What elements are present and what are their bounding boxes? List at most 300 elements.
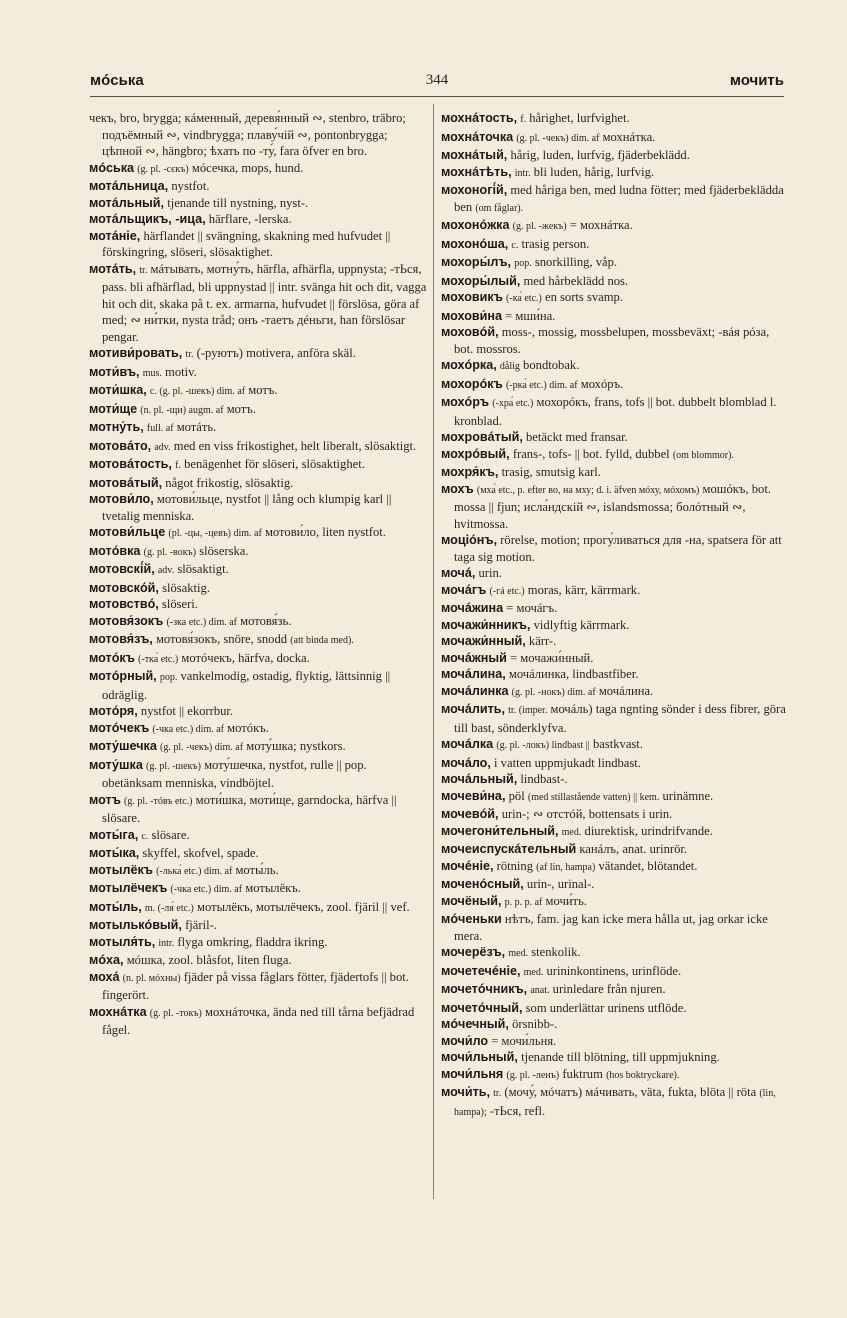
grammar-note: pop. — [514, 258, 532, 269]
headword: мочáлка — [441, 737, 494, 751]
definition: tjenande till nystning, nyst-. — [167, 195, 309, 210]
definition: мочáль) taga ngnting sönder i dess fibrer, göra till bast, sönderklyfva. — [454, 702, 786, 735]
headword: мохнáтый, — [441, 148, 508, 162]
dictionary-entry — [441, 666, 786, 683]
definition: мотóкъ. — [227, 720, 269, 735]
headword: мотáльный, — [89, 195, 165, 210]
definition: мáтывать, мотну́ть, härfla, afhärfla, uppnysta; -тЬся, pass. bli afhärflad, bli uppnystad || intr. svänga hit och dit, vagga hit och dit, skaka på t. ex. armarna, hufvudet || förslösa, göra af med; ∾ ни́тки, nysta tråd; онъ -таетъ дéньги, han förslösar pengar. — [102, 261, 427, 344]
grammar-note: (med stillastående vatten) || kem. — [527, 791, 660, 803]
headword: мотовáто, — [89, 438, 152, 453]
definition: vankelmodig, ostadig, flyktig, lättsinnig || odräglig. — [102, 669, 391, 702]
definition: мотъ. — [226, 401, 256, 416]
column-separator — [433, 104, 434, 1199]
grammar-note: p. p. p. af — [504, 896, 543, 908]
definition: мотъ. — [248, 383, 278, 397]
headword: мохóръ — [441, 395, 490, 409]
headword: мочáлина, — [441, 667, 506, 681]
definition: något frikostig, slösaktig. — [165, 475, 294, 490]
dictionary-entry — [89, 491, 429, 524]
headword: мохови́на — [441, 308, 503, 323]
headword: моховóй, — [441, 325, 499, 339]
dictionary-entry — [441, 110, 786, 129]
grammar-note: dålig — [499, 361, 520, 372]
headword: мохнáтѣть, — [441, 164, 512, 179]
headword: моти́ще — [89, 401, 138, 416]
headword: мохорóкъ — [441, 376, 503, 391]
grammar-note: (-чка etc.) dim. af — [152, 723, 225, 735]
definition: med håriga ben, med ludna fötter; med fjäderbeklädda ben — [454, 183, 784, 214]
grammar-note: anat. — [530, 985, 550, 996]
dictionary-entry — [89, 917, 429, 934]
headword: мотну́ть, — [89, 420, 144, 434]
headword: мочáгъ — [441, 582, 487, 597]
definition: мóшка, zool. blåsfot, liten fluga. — [126, 953, 292, 967]
headword: мочáжина — [441, 601, 504, 615]
headword: мотовáтость, — [89, 457, 172, 471]
grammar-note: med. — [523, 966, 544, 978]
dictionary-entry — [89, 456, 429, 475]
headword: мóченьки — [441, 912, 502, 926]
dictionary-entry — [89, 596, 429, 613]
headword: мочи́ло — [441, 1033, 489, 1048]
dictionary-entry — [89, 475, 429, 492]
headword: мотóря, — [89, 704, 138, 718]
definition: bli luden, hårig, lurfvig. — [533, 164, 655, 179]
headword: моти́въ, — [89, 364, 140, 379]
headword: мочетечéніе, — [441, 963, 521, 978]
dictionary-entry — [441, 944, 786, 963]
definition: мотови́льце, nystfot || lång och klumpig karl || tvetalig menniska. — [102, 492, 392, 523]
headword: мохнáточка — [441, 129, 514, 144]
dictionary-entry — [89, 845, 429, 862]
grammar-note: (-тка́ etc.) — [138, 653, 179, 665]
dictionary-entry — [441, 683, 786, 702]
headword: моховикъ — [441, 290, 503, 304]
definition: моту́шечка, nystfot, rulle || pop. obetänksam menniska, vindböjtel. — [102, 757, 367, 790]
dictionary-entry — [441, 446, 786, 465]
definition: fjäder på vissa fåglars fötter, fjädertofs || bot. fingerört. — [102, 969, 409, 1002]
definition: мотовя́зокъ, snöre, snodd — [155, 632, 288, 646]
definition: urin-; ∾ отстóй, bottensats i urin. — [501, 807, 673, 821]
grammar-note: (-гá etc.) — [489, 585, 525, 597]
dictionary-entry — [89, 438, 429, 457]
headword: мохнáтка — [89, 1004, 147, 1019]
dictionary-entry — [89, 561, 429, 580]
definition: nystfot || ekorrbur. — [140, 704, 234, 718]
dictionary-entry — [89, 650, 429, 669]
dictionary-entry — [89, 934, 429, 953]
dictionary-entry — [89, 899, 429, 918]
definition: urinledare från njuren. — [552, 982, 666, 996]
grammar-note: (-лька́ etc.) dim. af — [156, 865, 233, 877]
dictionary-entry — [441, 600, 786, 617]
headword: моты́ка, — [89, 846, 140, 860]
grammar-note: (g. pl. -тóвъ etc.) — [124, 795, 193, 807]
definition: med en viss frikostighet, helt liberalt, slösaktigt. — [173, 438, 417, 453]
headword: мочáлить, — [441, 702, 505, 716]
dictionary-entry — [441, 394, 786, 429]
dictionary-entry — [441, 1033, 786, 1050]
dictionary-entry — [89, 110, 429, 160]
definition: мотылёкъ. — [245, 881, 301, 895]
dictionary-entry — [89, 827, 429, 846]
definition: моти́шка, моти́ще, garndocka, härfva || slösare. — [102, 792, 397, 825]
headword: моціóнъ, — [441, 533, 498, 547]
dictionary-entry — [89, 160, 429, 179]
dictionary-entry — [441, 876, 786, 893]
headword: мотáніе, — [89, 228, 141, 243]
dictionary-entry — [441, 771, 786, 788]
dictionary-entry — [89, 862, 429, 881]
definition: stenkolik. — [531, 945, 581, 959]
grammar-note: (мха́ etc., p. efter во, на мху; d. i. äfven мóху, мóхомъ) — [476, 484, 700, 496]
headword: мочетóчный, — [441, 1000, 523, 1015]
header-rule — [90, 96, 784, 97]
headword: мотáльщикъ, -ица, — [89, 212, 206, 226]
dictionary-entry — [89, 631, 429, 650]
definition: benägenhet för slöseri, slösaktighet. — [184, 457, 365, 471]
headword: мочеиспускáтельный — [441, 842, 577, 856]
definition: moss-, mossig, mossbelupen, mossbeväxt; -вáя рóза, bot. mossros. — [454, 325, 770, 356]
dictionary-entry — [89, 880, 429, 899]
headword: мохоры́лый, — [441, 273, 521, 288]
definition: motiv. — [165, 364, 197, 379]
headword: мочи́льня — [441, 1066, 504, 1081]
dictionary-entry — [89, 738, 429, 757]
dictionary-entry — [441, 273, 786, 290]
grammar-note: (-чка etc.) dim. af — [170, 884, 243, 895]
grammar-note: (-рка́ etc.) dim. af — [505, 379, 578, 391]
dictionary-entry — [441, 893, 786, 912]
definition: slöseri. — [161, 597, 198, 611]
definition: urinämne. — [662, 788, 714, 803]
definition: tjenande till blötning, till uppmjukning. — [521, 1050, 720, 1064]
grammar-note: (n. pl. мóхны) — [122, 972, 181, 984]
grammar-note: adv. — [157, 565, 175, 576]
headword: мохонóжка — [441, 218, 510, 232]
dictionary-entry — [441, 841, 786, 858]
definition: = мочáгъ. — [506, 601, 558, 615]
dictionary-entry — [89, 969, 429, 1004]
definition: med hårbeklädd nos. — [523, 273, 629, 288]
headword: мóчечный, — [441, 1017, 509, 1031]
dictionary-entry — [441, 164, 786, 183]
dictionary-entry — [89, 952, 429, 969]
dictionary-entry — [89, 524, 429, 543]
dictionary-entry — [441, 182, 786, 217]
headword: мохоногі́й, — [441, 183, 508, 197]
headword: мохря́къ, — [441, 465, 499, 479]
grammar-note: (g. pl. -чекъ) dim. af — [159, 742, 244, 753]
definition: urininkontinens, urinflöde. — [546, 963, 682, 978]
definition: мохнáточка, ända ned till tårna befjädrad fågel. — [102, 1004, 415, 1037]
dictionary-entry — [89, 703, 429, 720]
dictionary-entry — [441, 565, 786, 582]
dictionary-entry — [441, 429, 786, 446]
dictionary-entry — [89, 613, 429, 632]
headword: мочажи́нникъ, — [441, 617, 531, 632]
definition: fuktrum — [562, 1066, 603, 1081]
grammar-note: f. — [175, 460, 181, 471]
dictionary-entry — [441, 981, 786, 1000]
header-left-word: мóська — [90, 72, 144, 89]
definition: hårighet, lurfvighet. — [529, 111, 630, 125]
headword: мотови́ло, — [89, 492, 154, 506]
definition: мотылёкъ, мотылёчекъ, zool. fjäril || vef. — [197, 899, 410, 914]
headword: мочáльный, — [441, 772, 518, 786]
grammar-note: (g. pl. -чекъ) dim. af — [516, 132, 600, 144]
grammar-note: (pl. -цы, -цевъ) dim. af — [168, 528, 262, 539]
dictionary-entry — [89, 401, 429, 420]
definition: мохóръ. — [580, 376, 624, 391]
dictionary-entry — [441, 617, 786, 634]
dictionary-entry — [441, 736, 786, 755]
definition: (мочу́, мóчатъ) мáчивать, väta, fukta, blöta || röta — [504, 1085, 757, 1099]
dictionary-entry — [89, 345, 429, 364]
grammar-note: m. (-ля́ etc.) — [144, 902, 194, 914]
headword: мотылькóвый, — [89, 918, 182, 932]
dictionary-entry — [441, 911, 786, 944]
grammar-note: (-ка́ etc.) — [506, 293, 542, 304]
page-number: 344 — [425, 72, 449, 88]
headword: мотáть, — [89, 261, 137, 276]
headword: мохоры́лъ, — [441, 255, 512, 269]
definition: i vatten uppmjukadt lindbast. — [494, 755, 641, 770]
dictionary-entry — [441, 129, 786, 148]
dictionary-entry — [441, 464, 786, 481]
grammar-note: pop. — [159, 672, 178, 683]
grammar-note: f. — [520, 114, 527, 125]
definition: skyffel, skofvel, spade. — [142, 846, 259, 860]
definition: örsnibb-. — [512, 1017, 558, 1031]
dictionary-entry — [441, 755, 786, 772]
headword: мотыля́ть, — [89, 934, 156, 949]
headword: мотылёкъ — [89, 862, 153, 877]
definition: slösaktig. — [162, 580, 210, 595]
definition: härflandet || svängning, skakning med hufvudet || förskingring, slöseri, slösaktighet. — [102, 228, 391, 259]
definition: мотовя́зь. — [240, 613, 292, 628]
header-right-word: мочить — [729, 72, 784, 89]
grammar-note: (g. pl. -локъ) lindbast || — [496, 740, 590, 751]
dictionary-entry — [441, 650, 786, 667]
headword: моты́ль, — [89, 899, 142, 914]
dictionary-entry — [441, 1084, 786, 1121]
headword: моти́шка, — [89, 383, 147, 397]
definition: моту́шка; nystkors. — [246, 739, 346, 753]
definition: = мши́на. — [505, 308, 556, 323]
definition: slösaktigt. — [177, 562, 229, 576]
dictionary-entry — [441, 357, 786, 376]
headword: мотъ — [89, 792, 121, 807]
definition: мочи́ть. — [545, 893, 587, 908]
grammar-note: (g. pl. -жекъ) — [512, 221, 567, 232]
definition: lindbast-. — [520, 772, 568, 786]
definition: kärr-. — [528, 634, 557, 648]
dictionary-entry — [89, 178, 429, 195]
definition: канáлъ, anat. urinrör. — [579, 842, 688, 856]
definition: rötning — [496, 858, 534, 873]
headword: мочевóй, — [441, 807, 499, 821]
definition: мотáть. — [176, 420, 217, 434]
dictionary-entry — [89, 364, 429, 383]
grammar-note: mus. — [142, 367, 162, 379]
grammar-note: (hos boktryckare). — [606, 1069, 680, 1081]
dictionary-entry — [441, 633, 786, 650]
headword: мохнáтость, — [441, 111, 518, 125]
dictionary-entry — [89, 211, 429, 228]
headword: мотовствó, — [89, 597, 159, 611]
grammar-note: adv. — [154, 441, 171, 453]
headword: моту́шечка — [89, 739, 157, 753]
grammar-note: c. (g. pl. -шекъ) dim. af — [149, 386, 246, 397]
dictionary-entry — [89, 419, 429, 438]
grammar-note: (-зка etc.) dim. af — [166, 616, 238, 628]
dictionary-entry — [89, 382, 429, 401]
definition: slöserska. — [199, 543, 249, 558]
dictionary-entry — [441, 147, 786, 164]
dictionary-entry — [441, 1049, 786, 1066]
headword: мотовя́зокъ — [89, 613, 164, 628]
definition: мóсечка, mops, hund. — [191, 160, 304, 175]
definition: pöl — [508, 788, 525, 803]
definition: мочáлинка, lindbastfiber. — [508, 667, 639, 681]
headword: мочетóчникъ, — [441, 982, 528, 996]
definition: чекъ, bro, brygga; кáменный, деревя́нный ∾, stenbro, träbro; подъёмный ∾, vindbrygga; плаву́чій ∾, pontonbrygga; цѣпной ∾, hängbro; ѣхать по -ту́, fara öfver en bro. — [89, 111, 406, 158]
definition: hårig, luden, lurfvig, fjäderbeklädd. — [510, 148, 690, 162]
grammar-note: full. af — [146, 423, 174, 434]
page-header — [90, 72, 784, 96]
definition: -тЬся, refl. — [489, 1103, 546, 1118]
definition: vidlyftig kärrmark. — [533, 617, 630, 632]
definition: betäckt med fransar. — [526, 430, 628, 444]
definition: = мочажи́нный. — [510, 650, 594, 665]
definition: bastkvast. — [592, 737, 643, 751]
dictionary-entry — [89, 543, 429, 562]
definition: flyga omkring, fladdra ikring. — [177, 934, 328, 949]
headword: мохóрка, — [441, 358, 497, 372]
headword: мотиви́ровать, — [89, 346, 183, 360]
left-column — [89, 110, 429, 1039]
dictionary-entry — [89, 1004, 429, 1039]
headword: мочёный, — [441, 893, 502, 908]
definition: (-руютъ) motivera, anföra skäl. — [196, 346, 356, 360]
dictionary-entry — [89, 195, 429, 212]
dictionary-entry — [89, 668, 429, 703]
definition: bondtobak. — [523, 358, 580, 372]
grammar-note: (g. pl. -сєкъ) — [137, 163, 189, 175]
headword: моту́шка — [89, 757, 143, 772]
dictionary-entry — [441, 236, 786, 255]
headword: мочеви́на, — [441, 788, 506, 803]
headword: мочéніе, — [441, 858, 494, 873]
definition: frans-, tofs- || bot. fylld, dubbel — [512, 446, 670, 461]
headword: мотылёчекъ — [89, 881, 168, 895]
grammar-note: (om fåglar). — [475, 202, 524, 214]
grammar-note: (g. pl. -токъ) — [149, 1007, 202, 1019]
dictionary-entry — [89, 792, 429, 827]
headword: мотовáтый, — [89, 475, 163, 490]
definition: en sorts svamp. — [545, 290, 624, 304]
headword: мотовя́зъ, — [89, 632, 153, 646]
headword: мотовскóй, — [89, 580, 159, 595]
definition: мотови́ло, liten nystfot. — [264, 525, 386, 539]
definition: urin. — [478, 566, 502, 580]
headword: мотóкъ — [89, 650, 135, 665]
definition: slösare. — [151, 827, 190, 842]
dictionary-entry — [441, 1000, 786, 1017]
definition: fjäril-. — [185, 918, 217, 932]
headword: моты́га, — [89, 827, 139, 842]
definition: = мохнáтка. — [569, 218, 633, 232]
headword: мохá — [89, 969, 120, 984]
grammar-note: (g. pl. -вокъ) — [143, 546, 197, 558]
headword: мотовскі́й, — [89, 562, 155, 576]
definition: мотóчекъ, härfva, docka. — [181, 650, 310, 665]
headword: мохрóвый, — [441, 446, 510, 461]
grammar-note: (-хра́ etc.) — [492, 398, 534, 409]
definition: som underlättar urinens utflöde. — [525, 1000, 687, 1015]
headword: мочáжный — [441, 650, 507, 665]
dictionary-entry — [441, 532, 786, 565]
definition: nystfot. — [171, 179, 210, 193]
dictionary-entry — [441, 858, 786, 877]
grammar-note: tr. — [139, 264, 148, 276]
grammar-note: (g. pl. -шекъ) — [145, 760, 201, 772]
definition: vätandet, blötandet. — [598, 858, 698, 873]
definition: snorkilling, våp. — [534, 255, 618, 269]
headword: мотóрный, — [89, 669, 157, 683]
dictionary-entry — [441, 582, 786, 601]
dictionary-entry — [441, 788, 786, 807]
dictionary-entry — [441, 806, 786, 823]
dictionary-entry — [441, 324, 786, 357]
dictionary-entry — [89, 228, 429, 261]
headword: мохъ — [441, 481, 474, 496]
definition: moras, kärr, kärrmark. — [527, 582, 641, 597]
definition: мохорóкъ, frans, tofs || bot. dubbelt blomblad l. kronblad. — [454, 395, 777, 428]
grammar-note: (g. pl. -нокъ) dim. af — [511, 686, 596, 698]
definition: мошóкъ, bot. mossa || fjun; исла́ндскій ∾, islandsmossa; болóтный ∾, hvitmossa. — [454, 481, 771, 531]
grammar-note: (af lin, hampa) — [536, 861, 596, 873]
definition: мохнáтка. — [602, 129, 656, 144]
grammar-note: (om blommor). — [672, 449, 734, 461]
dictionary-entry — [441, 308, 786, 325]
headword: мочá, — [441, 566, 476, 580]
definition: urin-, urinal-. — [526, 877, 595, 891]
grammar-note: intr. — [514, 167, 531, 179]
definition: diurektisk, urindrifvande. — [584, 823, 713, 838]
dictionary-entry — [89, 757, 429, 792]
grammar-note: (att binda med). — [290, 635, 354, 646]
dictionary-entry — [441, 289, 786, 308]
headword: мотáльница, — [89, 179, 169, 193]
dictionary-entry — [89, 580, 429, 597]
definition: мочáлина. — [598, 683, 654, 698]
dictionary-entry — [441, 823, 786, 842]
definition: rörelse, motion; прогу́ливаться для -на, spatsera för att taga sig motion. — [454, 533, 782, 564]
headword: мочажи́нный, — [441, 634, 526, 648]
dictionary-entry — [89, 261, 429, 346]
grammar-note: tr. — [185, 349, 194, 360]
headword: мочáлинка — [441, 683, 509, 698]
definition: = мочи́льня. — [491, 1033, 557, 1048]
dictionary-entry — [441, 1016, 786, 1033]
dictionary-entry — [441, 217, 786, 236]
dictionary-entry — [441, 376, 786, 395]
right-column — [441, 110, 786, 1121]
headword: мотови́льце — [89, 525, 166, 539]
headword: мохровáтый, — [441, 430, 523, 444]
